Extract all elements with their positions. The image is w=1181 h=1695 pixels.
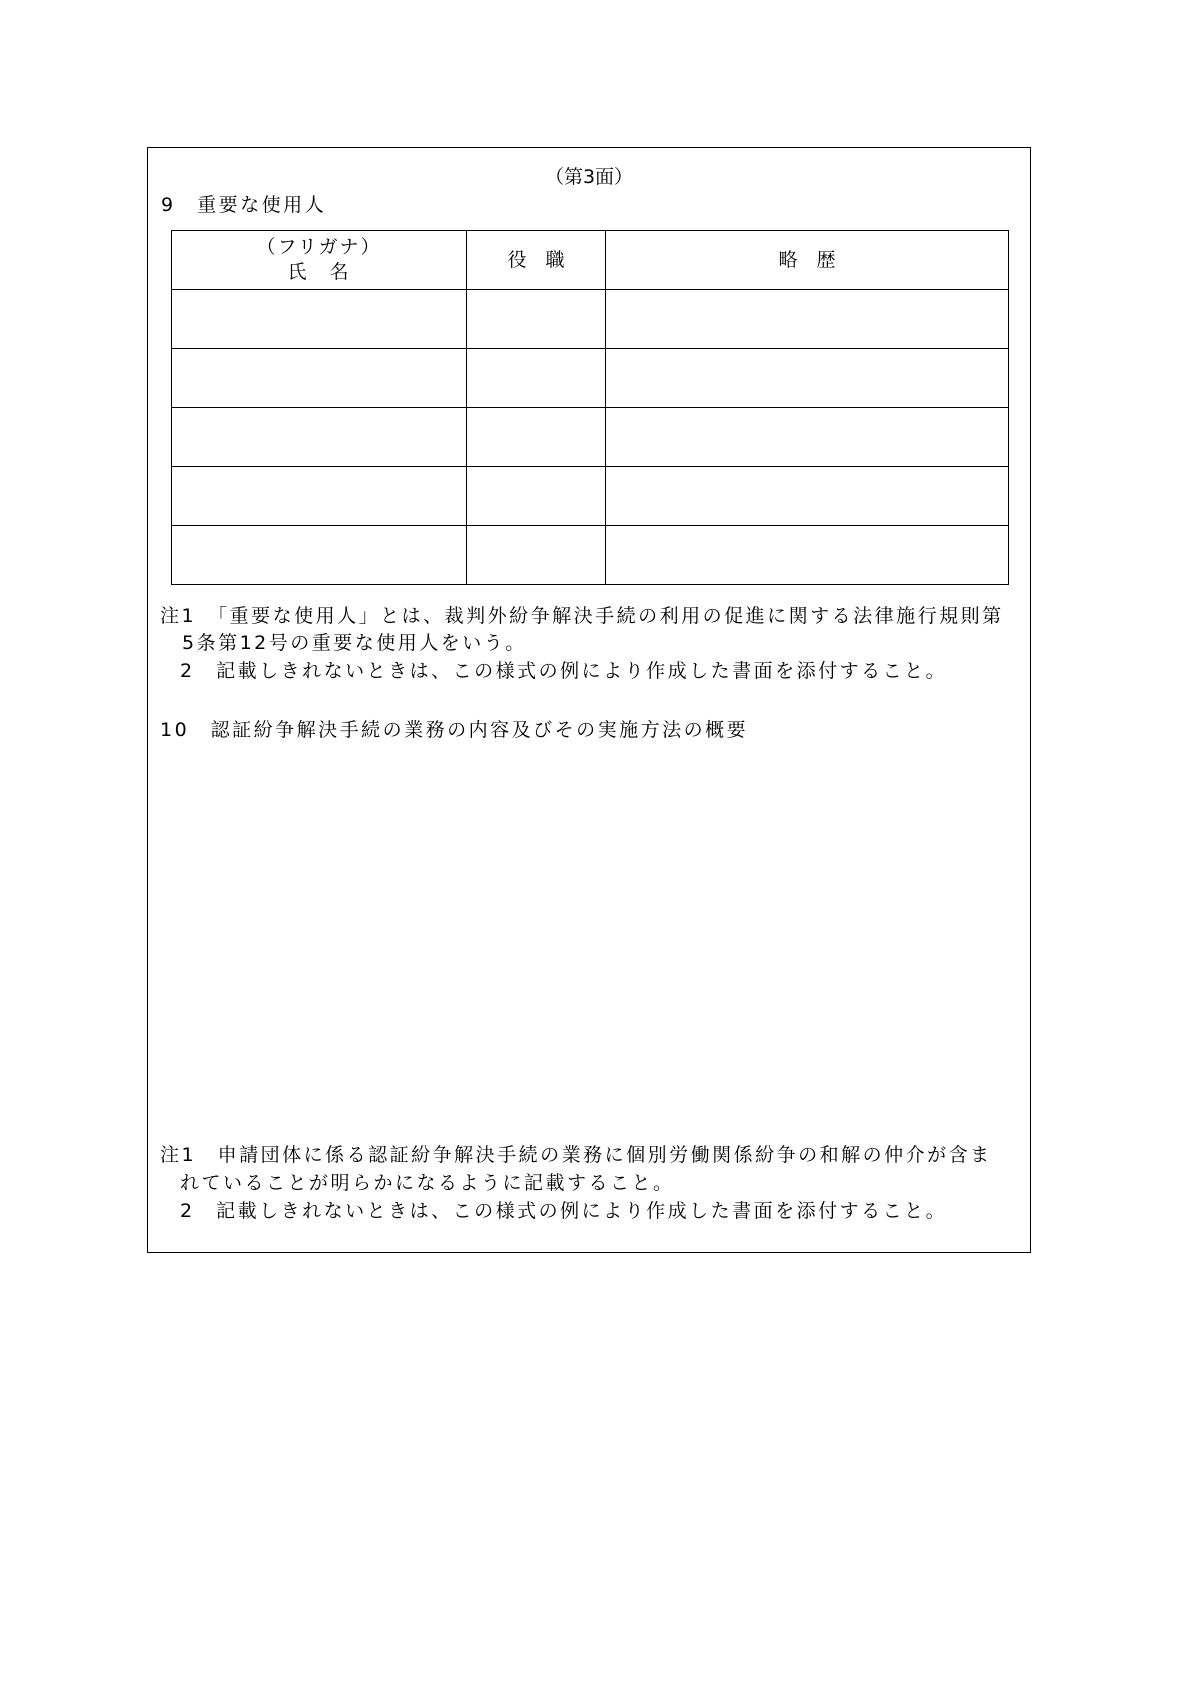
section10-title: 10 認証紛争解決手続の業務の内容及びその実施方法の概要 [160,719,749,741]
header-name [172,231,467,290]
form-frame [147,147,1031,1253]
section9-note1-line1: 注1 「重要な使用人」とは、裁判外紛争解決手続の利用の促進に関する法律施行規則第 [160,605,1004,627]
cell-name[interactable] [172,349,467,408]
cell-history[interactable] [606,408,1009,467]
section9-title: 9 重要な使用人 [161,194,327,216]
table-row [172,408,1009,467]
section9-note1-line2: 5条第12号の重要な使用人をいう。 [182,632,527,654]
cell-position[interactable] [467,290,606,349]
cell-position[interactable] [467,467,606,526]
table-row [172,349,1009,408]
cell-name[interactable] [172,290,467,349]
cell-history[interactable] [606,526,1009,585]
header-position: 役 職 [467,231,606,290]
cell-name[interactable] [172,408,467,467]
important-employees-table [171,230,1009,585]
table-row [172,290,1009,349]
cell-position[interactable] [467,408,606,467]
cell-name[interactable] [172,526,467,585]
section10-note1-line2: れていることが明らかになるように記載すること。 [180,1172,675,1194]
cell-name[interactable] [172,467,467,526]
cell-history[interactable] [606,349,1009,408]
cell-history[interactable] [606,467,1009,526]
page-label: （第3面） [544,166,634,188]
header-name-label: 氏 名 [287,261,351,283]
table-row [172,467,1009,526]
cell-history[interactable] [606,290,1009,349]
section9-note2: 2 記載しきれないときは、この様式の例により作成した書面を添付すること。 [180,660,948,682]
cell-position[interactable] [467,526,606,585]
table-header-row [172,231,1009,290]
header-furigana: （フリガナ） [256,236,382,258]
cell-position[interactable] [467,349,606,408]
section10-note2: 2 記載しきれないときは、この様式の例により作成した書面を添付すること。 [180,1200,948,1222]
section10-note1-line1: 注1 申請団体に係る認証紛争解決手続の業務に個別労働関係紛争の和解の仲介が含ま [160,1144,992,1166]
header-history: 略 歴 [606,231,1009,290]
table-row [172,526,1009,585]
